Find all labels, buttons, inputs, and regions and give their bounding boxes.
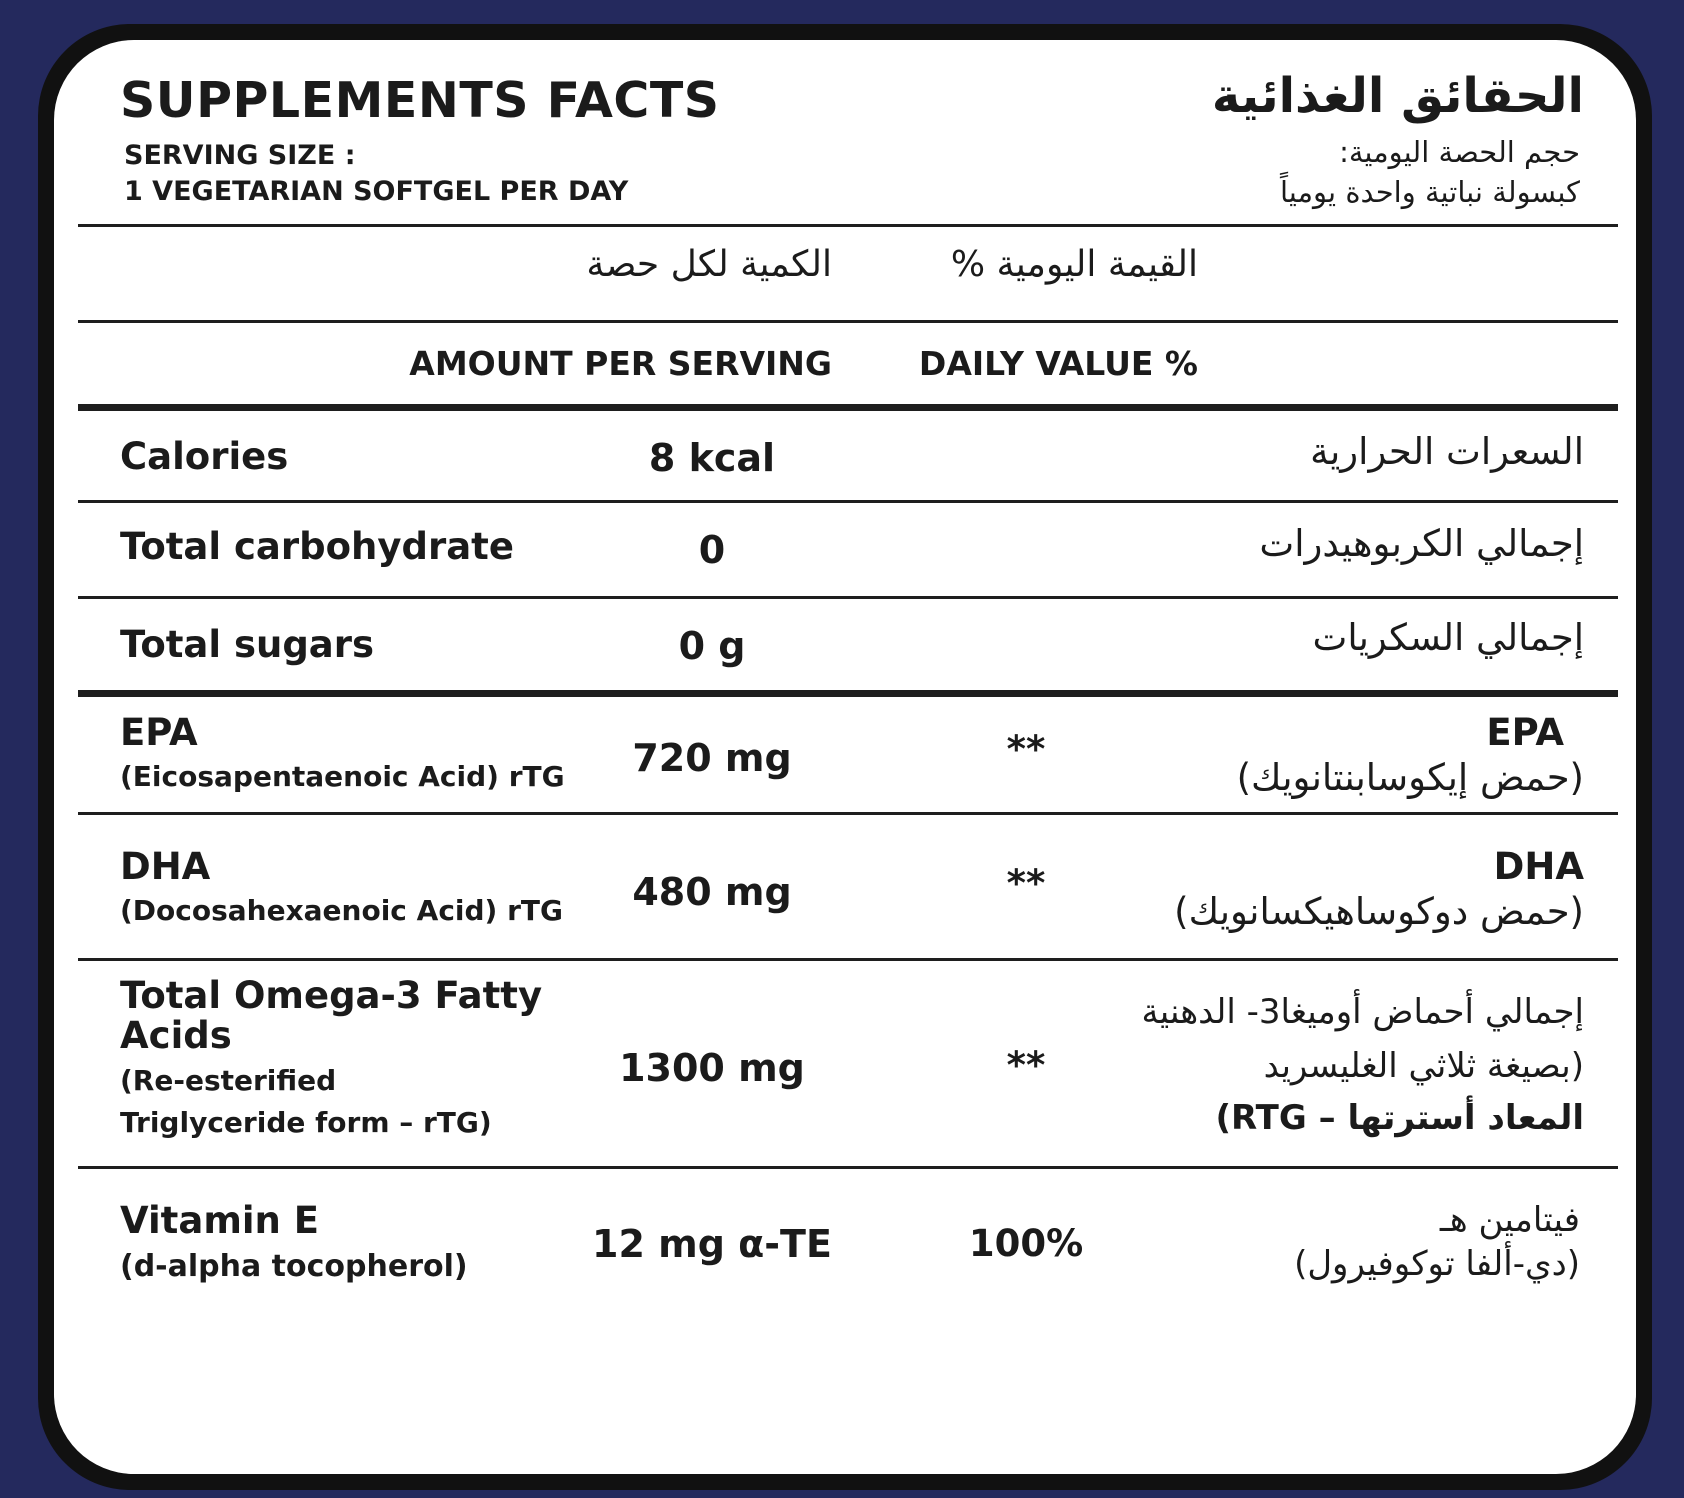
- omega3-sublabel-line1: (Re-esterified: [120, 1064, 337, 1097]
- calories-label: Calories: [120, 435, 289, 478]
- vitamin-e-sublabel: (d-alpha tocopherol): [120, 1249, 468, 1284]
- title-ar: الحقائق الغذائية: [1211, 68, 1584, 124]
- dha-daily-value: **: [1006, 862, 1046, 905]
- divider: [78, 812, 1618, 815]
- divider: [78, 1166, 1618, 1169]
- label-panel: [38, 24, 1652, 1490]
- daily-value-header-ar: القيمة اليومية %: [950, 244, 1198, 285]
- thick-divider: [78, 404, 1618, 411]
- amount-header-ar: الكمية لكل حصة: [586, 244, 832, 285]
- divider: [78, 500, 1618, 503]
- carbohydrate-label: Total carbohydrate: [120, 525, 514, 568]
- epa-sublabel-ar: (حمض إيكوسابنتانويك): [1236, 756, 1584, 799]
- thick-divider: [78, 690, 1618, 697]
- omega3-amount: 1300 mg: [619, 1046, 805, 1090]
- amount-header: AMOUNT PER SERVING: [409, 344, 832, 383]
- omega3-label-ar-line1: إجمالي أحماض أوميغا3- الدهنية: [1141, 992, 1584, 1032]
- serving-size-label-ar: حجم الحصة اليومية:: [1339, 135, 1580, 169]
- divider: [78, 596, 1618, 599]
- epa-daily-value: **: [1006, 728, 1046, 771]
- vitamin-e-label-ar: فيتامين هـ: [1439, 1200, 1580, 1240]
- divider: [78, 958, 1618, 961]
- omega3-label-ar-line2: (بصيغة ثلاثي الغليسريد: [1263, 1046, 1584, 1086]
- dha-amount: 480 mg: [632, 870, 792, 914]
- epa-label: EPA: [120, 711, 198, 754]
- sugars-label-ar: إجمالي السكريات: [1312, 616, 1584, 659]
- vitamin-e-daily-value: 100%: [968, 1222, 1084, 1265]
- dha-label: DHA: [120, 845, 211, 888]
- dha-sublabel: (Docosahexaenoic Acid) rTG: [120, 894, 563, 927]
- carbohydrate-amount: 0: [698, 528, 726, 572]
- calories-label-ar: السعرات الحرارية: [1310, 430, 1584, 473]
- supplement-facts-card: [54, 40, 1636, 1474]
- daily-value-header: DAILY VALUE %: [918, 344, 1198, 383]
- epa-label-ar: EPA: [1486, 711, 1564, 754]
- sugars-amount: 0 g: [678, 624, 746, 668]
- carbohydrate-label-ar: إجمالي الكربوهيدرات: [1259, 522, 1584, 565]
- divider: [78, 224, 1618, 227]
- title: SUPPLEMENTS FACTS: [120, 72, 720, 129]
- omega3-label-line2: Acids: [120, 1014, 232, 1057]
- omega3-sublabel-line2: Triglyceride form – rTG): [120, 1106, 492, 1139]
- serving-size-label: SERVING SIZE :: [124, 140, 356, 171]
- calories-amount: 8 kcal: [648, 436, 776, 480]
- vitamin-e-amount: 12 mg α-TE: [592, 1222, 832, 1266]
- serving-size-value-ar: كبسولة نباتية واحدة يومياً: [1279, 175, 1580, 209]
- dha-label-ar: DHA: [1493, 845, 1584, 888]
- vitamin-e-sublabel-ar: (دي-ألفا توكوفيرول): [1294, 1244, 1580, 1284]
- sugars-label: Total sugars: [120, 623, 375, 666]
- dha-sublabel-ar: (حمض دوكوساهيكسانويك): [1174, 890, 1584, 933]
- omega3-daily-value: **: [1006, 1044, 1046, 1087]
- omega3-label-line1: Total Omega-3 Fatty: [120, 974, 543, 1017]
- epa-amount: 720 mg: [632, 736, 792, 780]
- vitamin-e-label: Vitamin E: [120, 1199, 320, 1242]
- omega3-label-ar-line3: المعاد أسترتها – RTG): [1215, 1098, 1584, 1138]
- epa-sublabel: (Eicosapentaenoic Acid) rTG: [120, 760, 565, 793]
- divider: [78, 320, 1618, 323]
- serving-size-value: 1 VEGETARIAN SOFTGEL PER DAY: [124, 176, 629, 207]
